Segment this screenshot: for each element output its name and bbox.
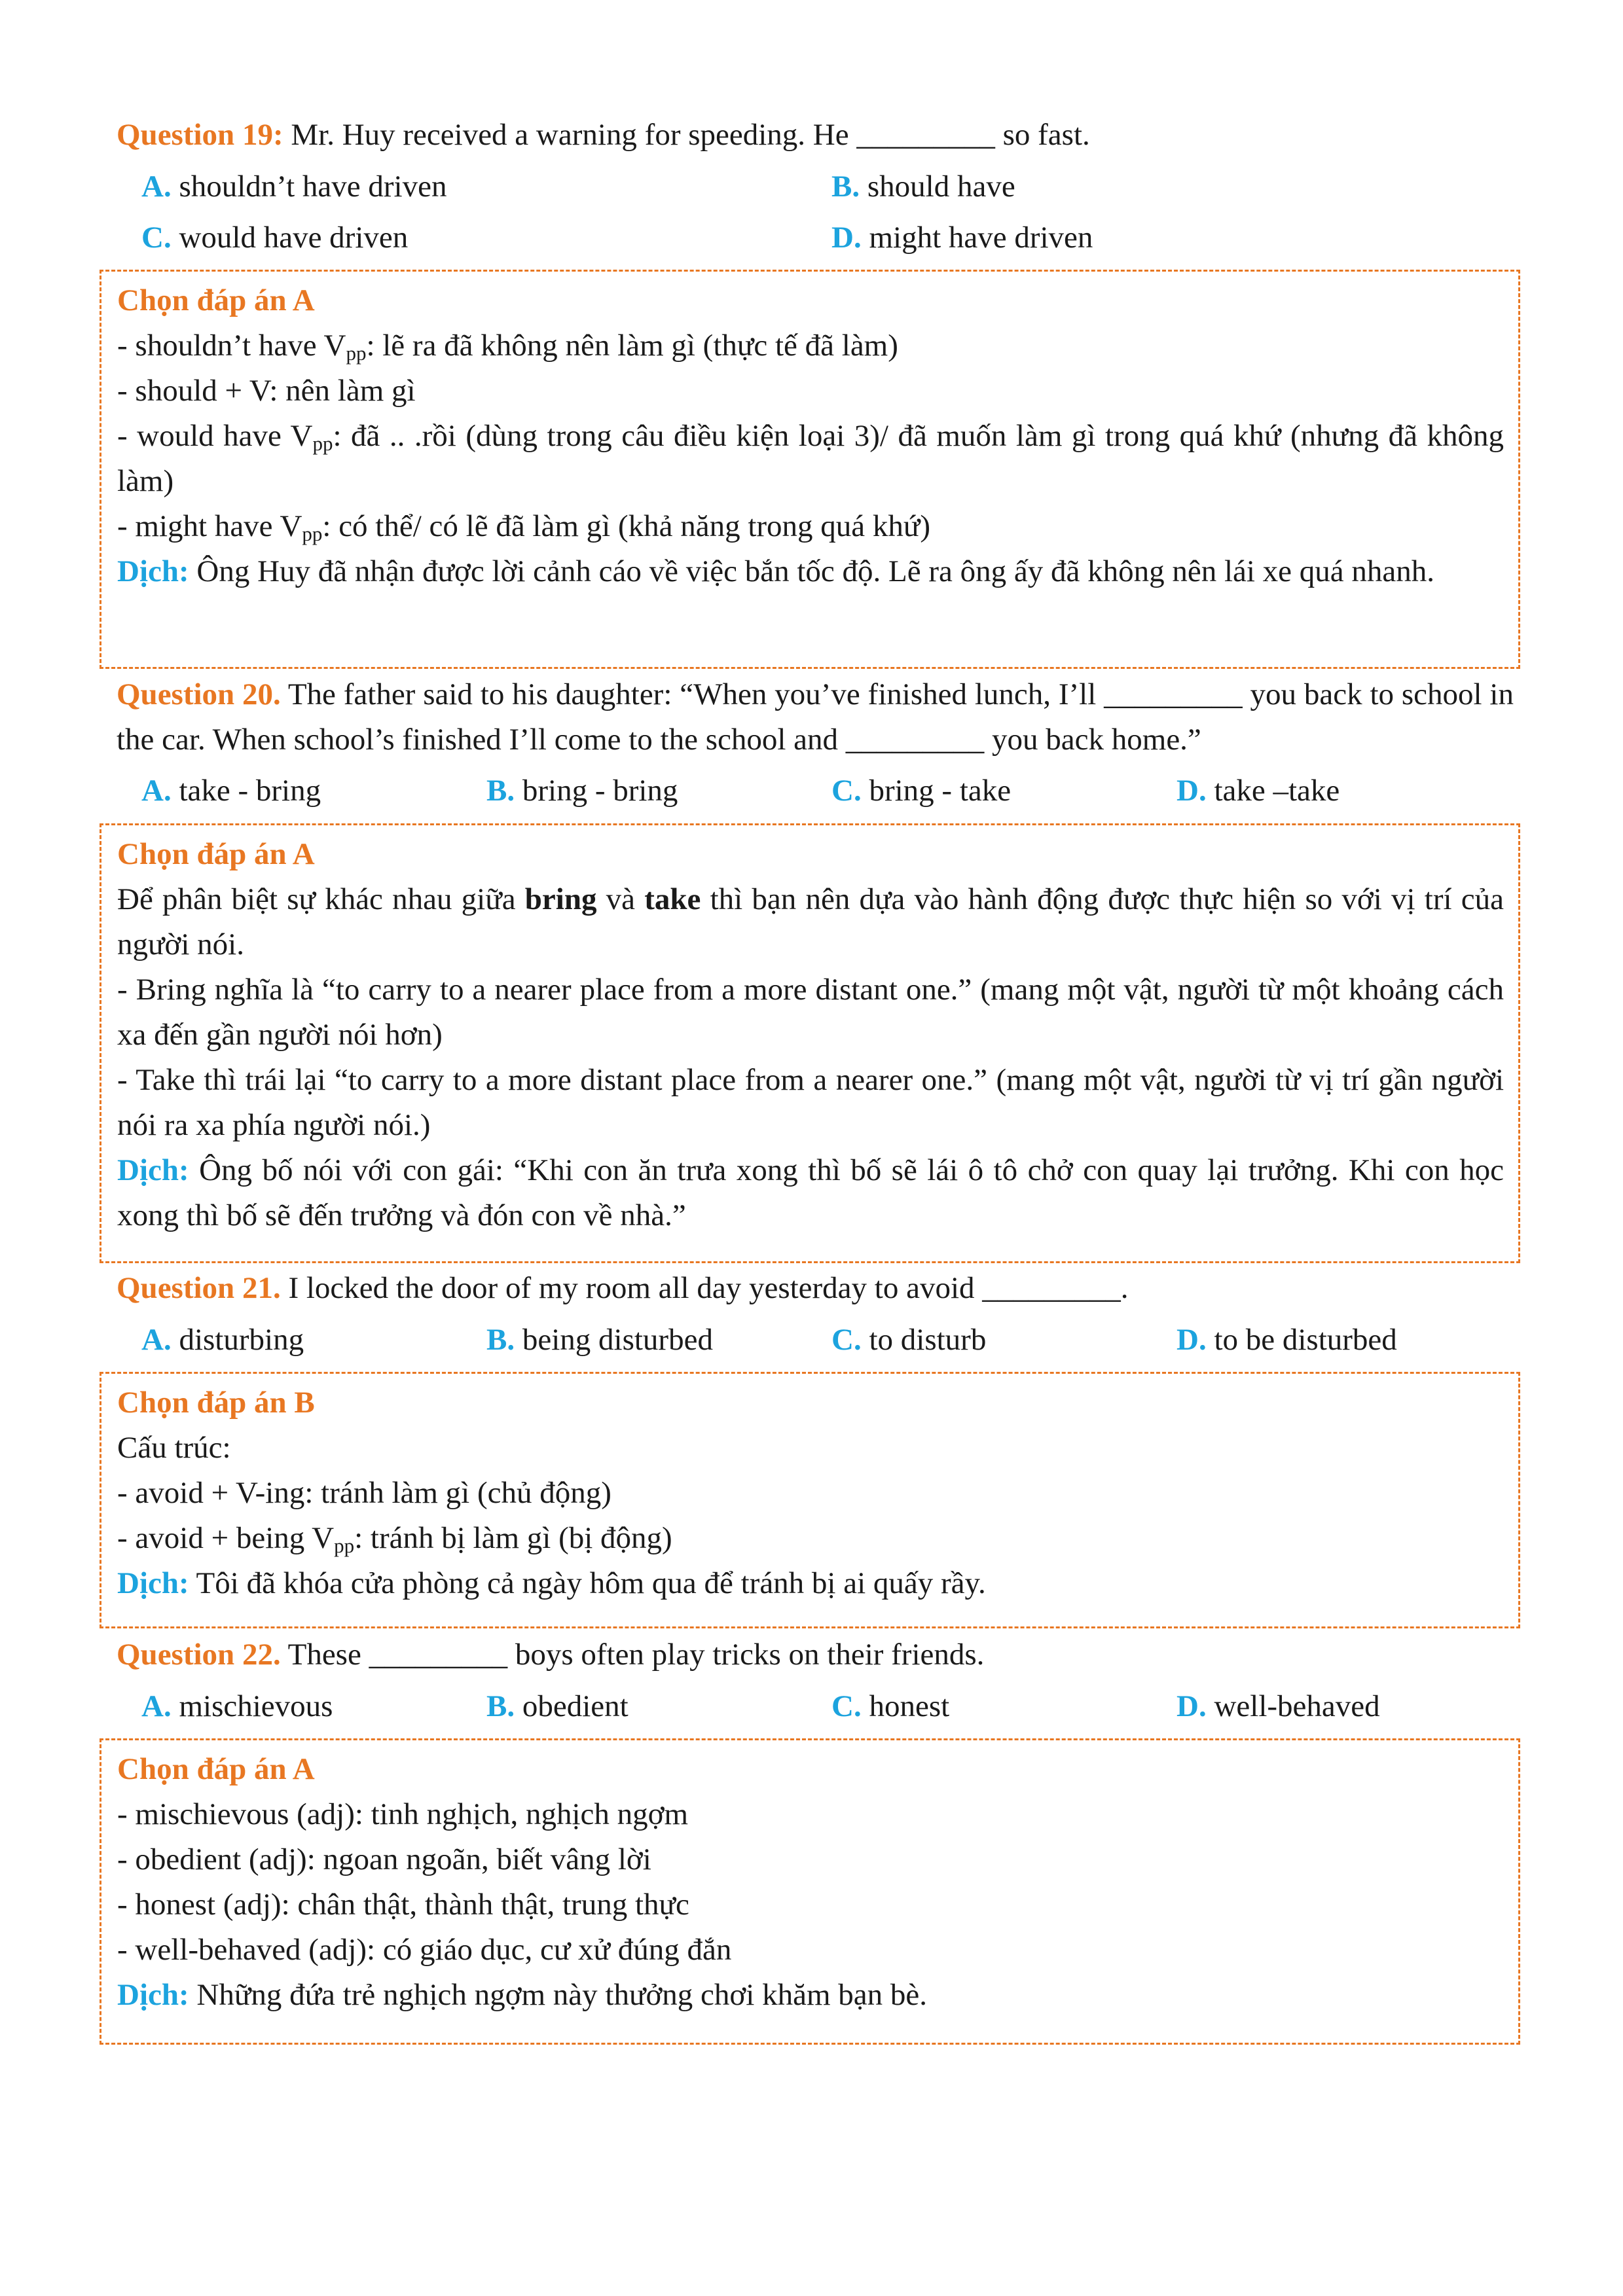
option-b[interactable]: B. obedient	[486, 1689, 629, 1723]
answer-box-21	[100, 1372, 1520, 1628]
question-22-options	[117, 1681, 1539, 1732]
question-text: I locked the door of my room all day yesterday to avoid _________.	[280, 1271, 1129, 1305]
question-22	[117, 1632, 1514, 1677]
explanation-line: Cấu trúc:	[117, 1431, 231, 1465]
answer-heading: Chọn đáp án A	[117, 837, 315, 871]
option-a[interactable]: A. disturbing	[141, 1323, 304, 1357]
explanation-line: - shouldn’t have $V_{pp}$: lẽ ra đã không nên làm gì (thực tế đã làm)	[117, 329, 898, 365]
question-label: Question 22.	[117, 1638, 281, 1672]
explanation-line: - might have $V_{pp}$: có thể/ có lẽ đã làm gì (khả năng trong quá khứ)	[117, 509, 931, 545]
question-text: These _________ boys often play tricks on their friends.	[280, 1638, 985, 1672]
explanation-line: - would have $V_{pp}$: đã .. .rồi (dùng trong câu điều kiện loại 3)/ đã muốn làm gì trong quá khứ (nhưng đã không làm)	[117, 419, 1504, 498]
question-text: Mr. Huy received a warning for speeding. He _________ so fast.	[283, 118, 1090, 152]
option-d[interactable]: D. take –take	[1176, 774, 1340, 808]
translation: Dịch: Tôi đã khóa cửa phòng cả ngày hôm qua để tránh bị ai quấy rầy.	[117, 1566, 986, 1600]
question-text: The father said to his daughter: “When you’ve finished lunch, I’ll _________ you back to school in the car. When school’s finished I’ll come to the school and _________ you back home.”	[117, 677, 1514, 757]
answer-box-19	[100, 270, 1520, 669]
option-d[interactable]: D. might have driven	[831, 221, 1093, 255]
option-c[interactable]: C. to disturb	[831, 1323, 987, 1357]
answer-heading: Chọn đáp án A	[117, 1752, 315, 1786]
question-label: Question 19:	[117, 118, 283, 152]
option-b[interactable]: B. being disturbed	[486, 1323, 713, 1357]
answer-box-20	[100, 823, 1520, 1263]
explanation-line: - Bring nghĩa là “to carry to a nearer place from a more distant one.” (mang một vật, người từ một khoảng cách xa đến gần người nói hơn)	[117, 973, 1504, 1052]
explanation-line: - Take thì trái lại “to carry to a more distant place from a nearer one.” (mang một vật, người từ vị trí gần người nói ra xa phía người nói.)	[117, 1063, 1504, 1142]
question-label: Question 20.	[117, 677, 281, 711]
question-19-options	[117, 161, 1539, 263]
option-b[interactable]: B. should have	[831, 170, 1015, 204]
translation: Dịch: Ông bố nói với con gái: “Khi con ăn trưa xong thì bố sẽ lái ô tô chở con quay lại trưởng. Khi con học xong thì bố sẽ đến trưởng và đón con về nhà.”	[117, 1153, 1504, 1232]
explanation-line: - obedient (adj): ngoan ngoãn, biết vâng lời	[117, 1842, 651, 1876]
answer-box-22	[100, 1738, 1520, 2045]
explanation-line: - well-behaved (adj): có giáo dục, cư xử đúng đắn	[117, 1933, 732, 1967]
option-c[interactable]: C. would have driven	[141, 221, 409, 255]
question-19	[117, 113, 1514, 158]
answer-heading: Chọn đáp án B	[117, 1386, 315, 1420]
question-label: Question 21.	[117, 1271, 281, 1305]
question-20	[117, 672, 1514, 762]
question-21	[117, 1266, 1514, 1311]
option-d[interactable]: D. well-behaved	[1176, 1689, 1380, 1723]
answer-heading: Chọn đáp án A	[117, 283, 315, 317]
explanation-line: - honest (adj): chân thật, thành thật, trung thực	[117, 1888, 689, 1922]
explanation-line: - should + V: nên làm gì	[117, 374, 416, 408]
option-d[interactable]: D. to be disturbed	[1176, 1323, 1397, 1357]
translation: Dịch: Ông Huy đã nhận được lời cảnh cáo về việc bắn tốc độ. Lẽ ra ông ấy đã không nên lái xe quá nhanh.	[117, 554, 1435, 588]
option-a[interactable]: A. shouldn’t have driven	[141, 170, 447, 204]
translation: Dịch: Những đứa trẻ nghịch ngợm này thưởng chơi khăm bạn bè.	[117, 1978, 927, 2012]
question-21-options	[117, 1314, 1539, 1365]
option-a[interactable]: A. mischievous	[141, 1689, 333, 1723]
explanation-line: - avoid + V-ing: tránh làm gì (chủ động)	[117, 1476, 611, 1510]
question-20-options	[117, 765, 1539, 816]
option-a[interactable]: A. take - bring	[141, 774, 321, 808]
option-b[interactable]: B. bring - bring	[486, 774, 678, 808]
option-c[interactable]: C. honest	[831, 1689, 950, 1723]
explanation-line: - avoid + being $V_{pp}$: tránh bị làm gì (bị động)	[117, 1521, 672, 1557]
option-c[interactable]: C. bring - take	[831, 774, 1012, 808]
explanation-line: - mischievous (adj): tinh nghịch, nghịch ngợm	[117, 1797, 689, 1831]
explanation-line: Để phân biệt sự khác nhau giữa bring và take thì bạn nên dựa vào hành động được thực hiện so với vị trí của người nói.	[117, 882, 1504, 961]
